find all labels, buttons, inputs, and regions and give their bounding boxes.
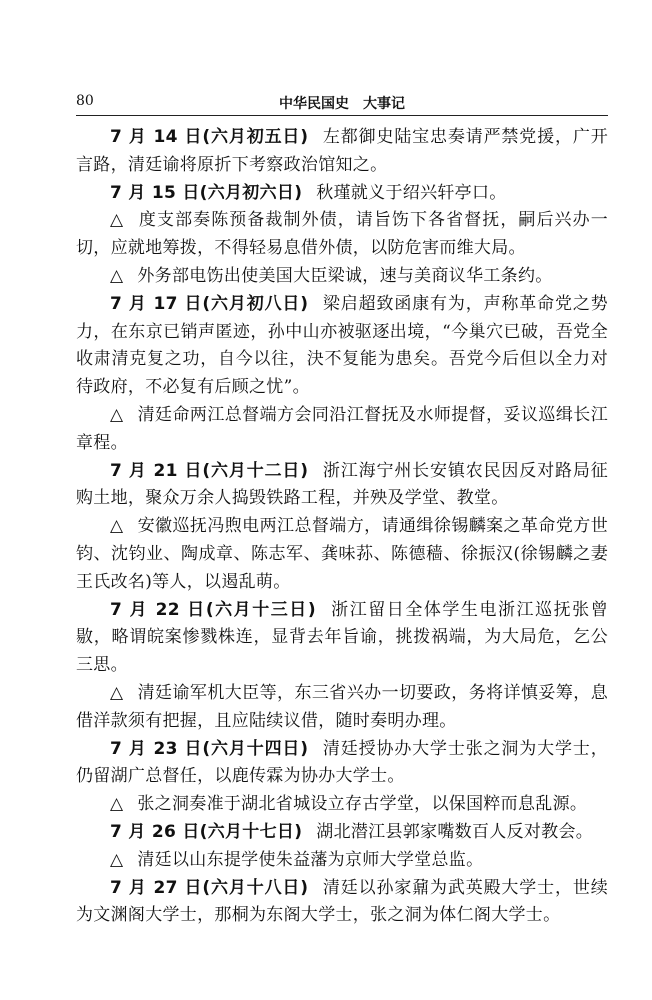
- entry-text: 清廷以山东提学使朱益藩为京师大学堂总监。: [137, 849, 484, 870]
- page-header: [76, 93, 608, 115]
- entry-text: 湖北潜江县郭家嘴数百人反对教会。: [316, 821, 594, 842]
- entry-date: 7 月 15 日(六月初六日): [110, 182, 303, 203]
- chronicle-entry: [76, 263, 608, 291]
- chronicle-entry: [76, 847, 608, 875]
- running-title: 中华民国史 大事记: [279, 96, 405, 112]
- entry-text: 浙江海宁州长安镇农民因反对路局征购土地，聚众万余人捣毁铁路工程，并殃及学堂、教堂。: [76, 460, 608, 509]
- entry-text: 清廷谕军机大臣等，东三省兴办一切要政，务将详慎妥筹，息借洋款须有把握，且应陆续议借，随时奏明办理。: [76, 682, 608, 731]
- chronicle-entry: [76, 180, 608, 208]
- triangle-marker: △: [110, 516, 124, 537]
- chronicle-entry: [76, 791, 608, 819]
- chronicle-entry: [76, 402, 608, 458]
- chronicle-entry: [76, 124, 608, 180]
- chronicle-entry: [76, 207, 608, 263]
- entry-date: 7 月 27 日(六月十八日): [110, 877, 309, 898]
- triangle-marker: △: [110, 210, 125, 231]
- chronicle-entry: [76, 819, 608, 847]
- page-number: 80: [76, 93, 94, 109]
- chronicle-entry: [76, 875, 608, 931]
- chronicle-entry: [76, 458, 608, 514]
- entry-date: 7 月 26 日(六月十七日): [110, 821, 303, 842]
- triangle-marker: △: [110, 794, 124, 815]
- entry-text: 安徽巡抚冯煦电两江总督端方，请通缉徐锡麟案之革命党方世钧、沈钧业、陶成章、陈志军、龚味荪、陈德穑、徐振汉(徐锡麟之妻王氏改名)等人，以遏乱萌。: [76, 516, 608, 592]
- entry-text: 清廷以孙家鼐为武英殿大学士，世续为文渊阁大学士，那桐为东阁大学士，张之洞为体仁阁大学士。: [76, 877, 608, 926]
- chronicle-entry: [76, 736, 608, 792]
- entry-text: 浙江留日全体学生电浙江巡抚张曾敭，略谓皖案惨戮株连，显背去年旨谕，挑拨祸端，为大局危，乞公三思。: [76, 599, 609, 676]
- entry-text: 外务部电饬出使美国大臣梁诚，速与美商议华工条约。: [137, 265, 553, 286]
- triangle-marker: △: [110, 849, 124, 870]
- entry-date: 7 月 21 日(六月十二日): [110, 460, 309, 481]
- entry-text: 度支部奏陈预备裁制外债，请旨饬下各省督抚，嗣后兴办一切，应就地筹拨，不得轻易息借外债，以防危害而维大局。: [76, 210, 608, 259]
- entry-date: 7 月 23 日(六月十四日): [110, 738, 309, 759]
- triangle-marker: △: [110, 265, 124, 286]
- entry-text: 清廷命两江总督端方会同沿江督抚及水师提督，妥议巡缉长江章程。: [76, 404, 608, 453]
- triangle-marker: △: [110, 404, 124, 425]
- entry-date: 7 月 14 日(六月初五日): [110, 127, 309, 147]
- chronicle-entry: [76, 680, 608, 736]
- triangle-marker: △: [110, 682, 124, 703]
- chronicle-entry: [76, 513, 608, 596]
- entry-date: 7 月 22 日(六月十三日): [110, 599, 316, 620]
- entry-text: 梁启超致函康有为，声称革命党之势力，在东京已销声匿迹，孙中山亦被驱逐出境，“今巢穴已破，吾党全收肃清克复之功，自今以往，決不复能为患矣。吾党今后但以全力对待政府，不必复有后顾之忧”。: [76, 293, 608, 398]
- chronicle-entry: [76, 597, 608, 680]
- entry-date: 7 月 17 日(六月初八日): [110, 293, 309, 314]
- entry-text: 清廷授协办大学士张之洞为大学士，仍留湖广总督任，以鹿传霖为协办大学士。: [76, 738, 608, 787]
- entry-text: 秋瑾就义于绍兴轩亭口。: [316, 182, 507, 203]
- header-rule: [76, 115, 608, 116]
- entry-text: 张之洞奏准于湖北省城设立存古学堂，以保国粹而息乱源。: [137, 794, 588, 815]
- entry-text: 左都御史陆宝忠奏请严禁党援，广开言路，清廷谕将原折下考察政治馆知之。: [76, 127, 608, 175]
- chronicle-entry: [76, 291, 608, 402]
- chronicle-body: [76, 124, 608, 930]
